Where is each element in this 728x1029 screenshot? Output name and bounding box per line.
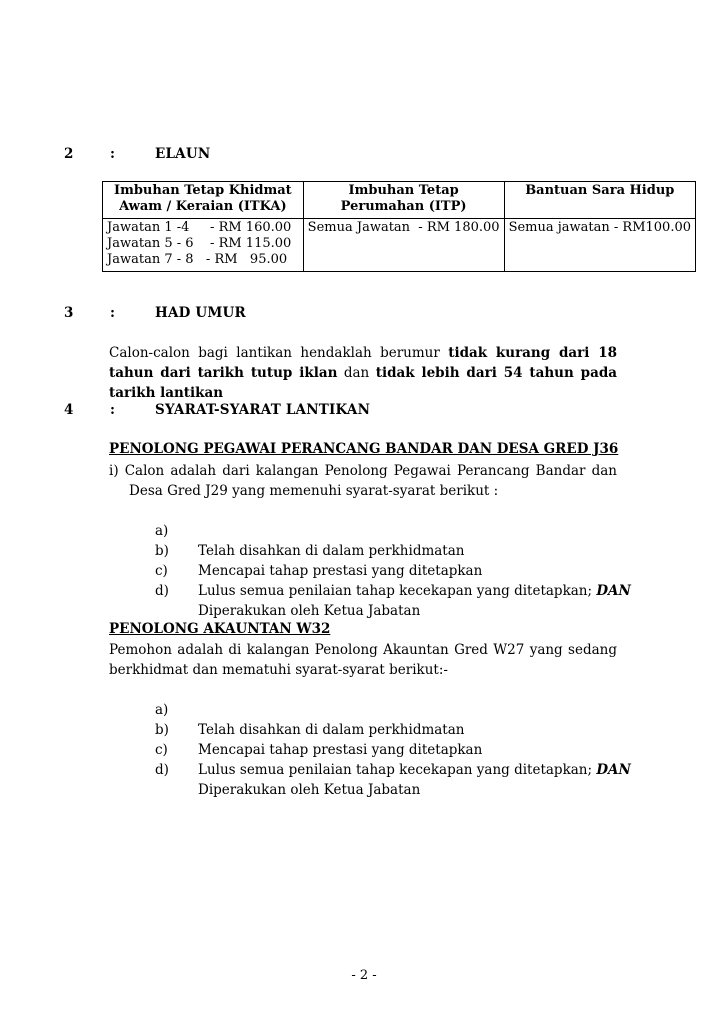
age-minimum: tidak kurang dari 18 tahun dari tarikh tutup iklan: [109, 345, 617, 381]
bsh-cell: [504, 219, 695, 272]
list-label: a): [155, 702, 169, 718]
age-maximum: tidak lebih dari 54 tahun pada tarikh lantikan: [109, 365, 618, 401]
list-text: Telah disahkan di dalam perkhidmatan: [198, 543, 465, 559]
list-item: [0, 680, 465, 738]
list-text-emphasis: DAN: [596, 583, 631, 599]
post-title-j36: PENOLONG PEGAWAI PERANCANG BANDAR DAN DESA GRED J36: [109, 441, 619, 457]
section-number: 4: [64, 402, 74, 418]
list-text: Mencapai tahap prestasi yang ditetapkan: [198, 563, 483, 579]
allowance-table: [102, 181, 696, 272]
itka-cell: [103, 219, 304, 272]
list-text-main: Lulus semua penilaian tahap kecekapan yang ditetapkan;: [198, 762, 597, 778]
age-text: dan: [337, 365, 376, 381]
table-header: Imbuhan Tetap Khidmat Awam / Keraian (ITKA): [103, 182, 304, 219]
list-text: Diperakukan oleh Ketua Jabatan: [198, 603, 421, 619]
list-label: a): [155, 523, 169, 539]
list-text: Diperakukan oleh Ketua Jabatan: [198, 782, 421, 798]
section-number: 3: [64, 305, 74, 321]
list-text-emphasis: DAN: [596, 762, 631, 778]
section-title-elaun: ELAUN: [155, 146, 211, 162]
age-requirement-paragraph: [109, 343, 617, 403]
itp-cell: [303, 219, 504, 272]
itka-line: Jawatan 5 - 6 - RM 115.00: [107, 236, 292, 251]
list-item: [0, 501, 465, 559]
table-header: Imbuhan Tetap Perumahan (ITP): [303, 182, 504, 219]
bsh-value: Semua jawatan - RM100.00: [508, 220, 691, 235]
list-label: d): [155, 762, 169, 778]
table-header: Bantuan Sara Hidup: [504, 182, 695, 219]
list-label: b): [155, 722, 169, 738]
list-label: b): [155, 543, 169, 559]
section-colon: :: [110, 305, 115, 321]
list-label: c): [155, 563, 168, 579]
age-text: Calon-calon bagi lantikan hendaklah berumur: [109, 345, 449, 361]
post-intro-w32: Pemohon adalah di kalangan Penolong Akauntan Gred W27 yang sedang berkhidmat dan mematuhi syarat-syarat berikut:-: [109, 642, 617, 678]
list-text: [198, 760, 631, 780]
post-title-w32: PENOLONG AKAUNTAN W32: [109, 621, 331, 637]
post-intro-j36: i) Calon adalah dari kalangan Penolong Pegawai Perancang Bandar dan Desa Gred J29 yang memenuhi syarat-syarat berikut :: [109, 463, 617, 499]
section-colon: :: [110, 402, 115, 418]
table-row: [103, 219, 696, 272]
section-colon: :: [110, 146, 115, 162]
list-text-main: Lulus semua penilaian tahap kecekapan yang ditetapkan;: [198, 583, 597, 599]
itka-line: Jawatan 7 - 8 - RM 95.00: [107, 252, 288, 267]
table-header-row: [103, 182, 696, 219]
section-number: 2: [64, 146, 74, 162]
list-text: Mencapai tahap prestasi yang ditetapkan: [198, 742, 483, 758]
list-label: c): [155, 742, 168, 758]
list-text: [198, 581, 631, 601]
page-number: - 2 -: [351, 968, 377, 983]
itp-value: Semua Jawatan - RM 180.00: [307, 220, 500, 235]
list-text: Telah disahkan di dalam perkhidmatan: [198, 722, 465, 738]
section-title-had-umur: HAD UMUR: [155, 305, 246, 321]
section-title-syarat: SYARAT-SYARAT LANTIKAN: [155, 402, 371, 418]
list-label: d): [155, 583, 169, 599]
itka-line: Jawatan 1 -4 - RM 160.00: [107, 220, 292, 235]
